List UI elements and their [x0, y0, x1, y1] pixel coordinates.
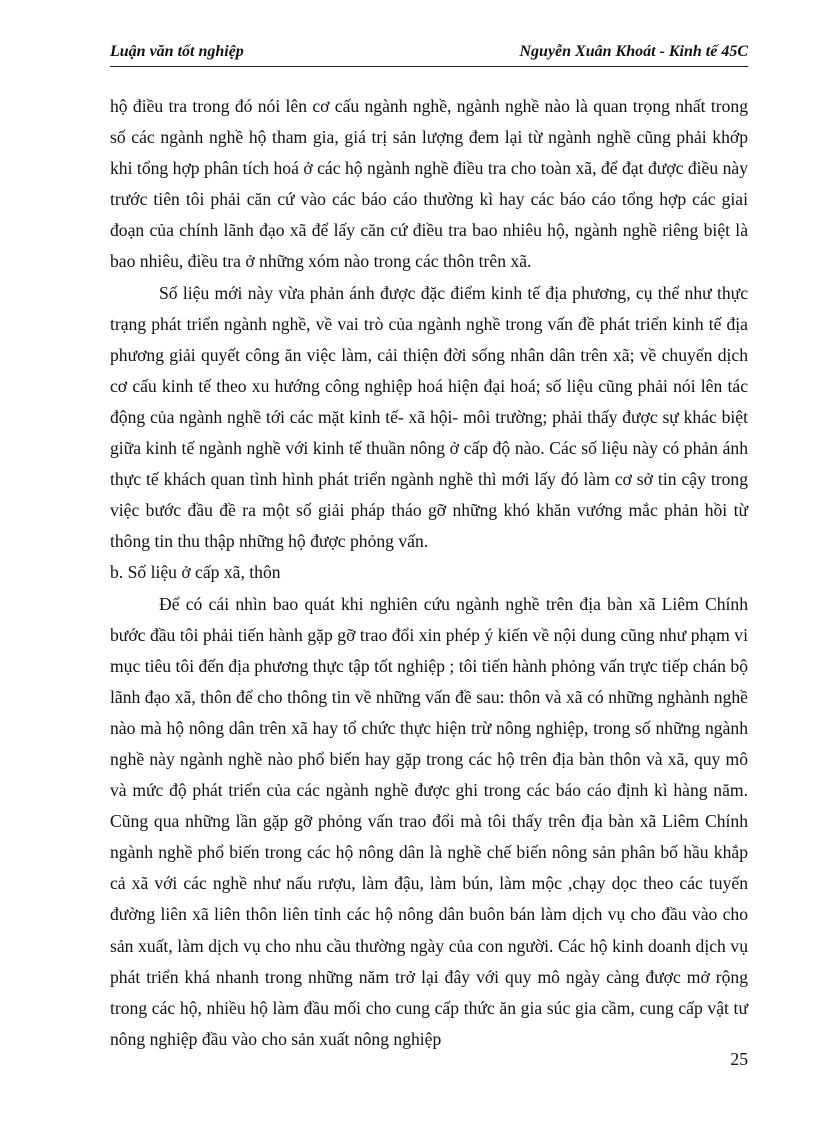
- header-author: Nguyễn Xuân Khoát - Kinh tế 45C: [519, 43, 748, 60]
- header-thesis-title: Luận văn tốt nghiệp: [110, 43, 244, 60]
- page-header: [110, 40, 748, 67]
- paragraph: hộ điều tra trong đó nói lên cơ cấu ngành nghề, ngành nghề nào là quan trọng nhất trong số các ngành nghề hộ tham gia, giá trị sản lượng đem lại từ ngành nghề cũng phải khớp khi tổng hợp phân tích hoá ở các hộ ngành nghề điều tra cho toàn xã, để đạt được điều này trước tiên tôi phải căn cứ vào các báo cáo thường kì hay các báo cáo tổng hợp các giai đoạn của chính lãnh đạo xã để lấy căn cứ điều tra bao nhiêu hộ, ngành nghề riêng biệt là bao nhiêu, điều tra ở những xóm nào trong các thôn trên xã.: [110, 96, 748, 272]
- document-body: [110, 91, 748, 1055]
- paragraph: Để có cái nhìn bao quát khi nghiên cứu ngành nghề trên địa bàn xã Liêm Chính bước đầu tôi phải tiến hành gặp gỡ trao đổi xin phép ý kiến về nội dung cũng như phạm vi mục tiêu tôi đến địa phương thực tập tốt nghiệp ; tôi tiến hành phỏng vấn trực tiếp chán bộ lãnh đạo xã, thôn để cho thông tin về những vấn đề sau: thôn và xã có những nghành nghề nào mà hộ nông dân trên xã hay tổ chức thực hiện trừ nông nghiệp, trong số những ngành nghề này ngành nghề nào phổ biến hay gặp trong các hộ trên địa bàn thôn và xã, quy mô và mức độ phát triển của các ngành nghề được ghi trong các báo cáo định kì hàng năm. Cũng qua những lần gặp gỡ phỏng vấn trao đổi mà tôi thấy trên địa bàn xã Liêm Chính ngành nghề phổ biến trong các hộ nông dân là nghề chế biến nông sản phân bố hầu khắp cả xã với các nghề như nấu rượu, làm đậu, làm bún, làm mộc ,chạy dọc theo các tuyến đường liên xã liên thôn liên tỉnh các hộ nông dân buôn bán làm dịch vụ cho đầu vào cho sản xuất, làm dịch vụ cho nhu cầu thường ngày của con người. Các hộ kinh doanh dịch vụ phát triển khá nhanh trong những năm trở lại đây với quy mô ngày càng được mở rộng trong các hộ, nhiều hộ làm đầu mối cho cung cấp thức ăn gia súc gia cầm, cung cấp vật tư nông nghiệp đầu vào cho sản xuất nông nghiệp: [110, 593, 748, 1049]
- section-heading: b. Số liệu ở cấp xã, thôn: [110, 562, 281, 583]
- paragraph: Số liệu mới này vừa phản ánh được đặc điểm kinh tế địa phương, cụ thể như thực trạng phát triển ngành nghề, về vai trò của ngành nghề trong vấn đề phát triển kinh tế địa phương giải quyết công ăn việc làm, cải thiện đời sống nhân dân trên xã; về chuyển dịch cơ cấu kinh tế theo xu hướng công nghiệp hoá hiện đại hoá; số liệu cũng phải nói lên tác động của ngành nghề tới các mặt kinh tế- xã hội- môi trường; phải thấy được sự khác biệt giữa kinh tế ngành nghề với kinh tế thuần nông ở cấp độ nào. Các số liệu này có phản ánh thực tế khách quan tình hình phát triển ngành nghề thì mới lấy đó làm cơ sở tin cậy trong việc bước đầu đề ra một số giải pháp tháo gỡ những khó khăn vướng mắc phản hồi từ thông tin thu thập những hộ được phỏng vấn.: [110, 282, 748, 552]
- page-number: 25: [730, 1049, 748, 1069]
